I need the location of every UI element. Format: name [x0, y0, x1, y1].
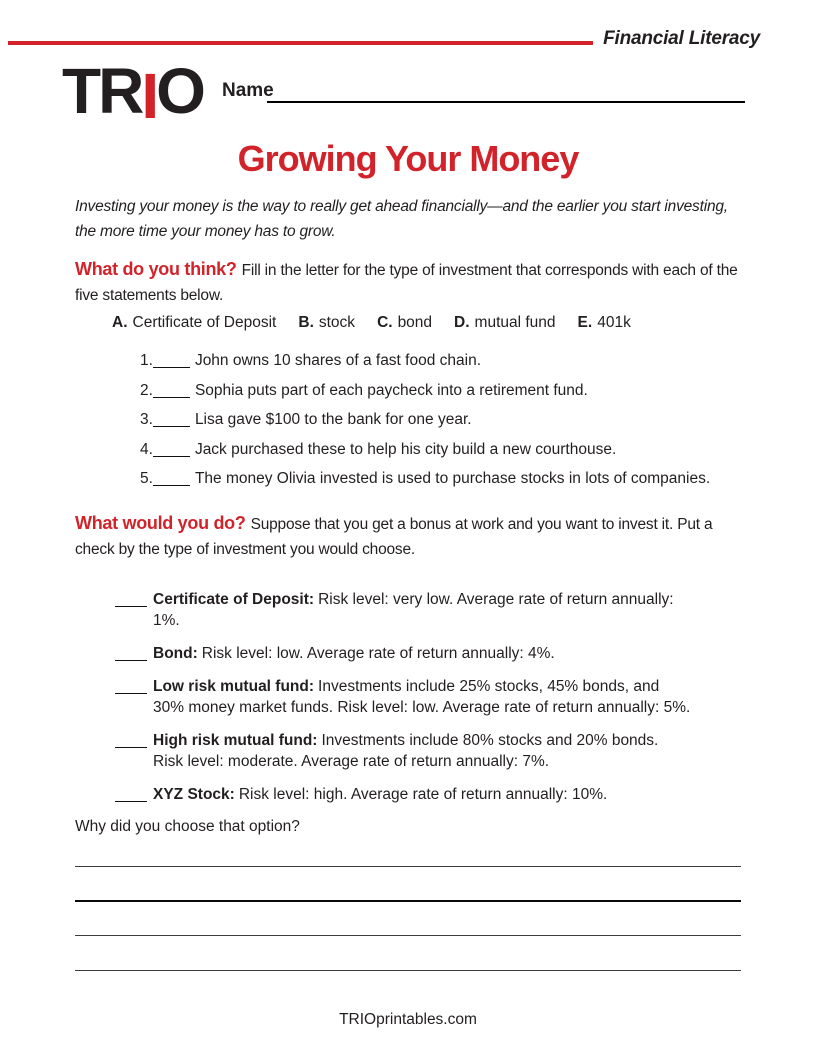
option-label: 401k [597, 314, 631, 331]
option-letter: E. [577, 314, 593, 331]
statement-number: 4. [140, 440, 153, 458]
choice-description: Investments include 25% stocks, 45% bonds, and [318, 678, 660, 695]
choice-description-cont: Risk level: moderate. Average rate of return annually: 7%. [153, 753, 550, 770]
choice-description: Risk level: low. Average rate of return annually: 4%. [201, 645, 555, 662]
check-blank [115, 734, 147, 748]
option-label: mutual fund [474, 314, 556, 331]
choice-row [118, 730, 698, 772]
choice-description: Risk level: high. Average rate of return annually: 10%. [238, 786, 608, 803]
logo-letters-right: O [156, 55, 203, 127]
statement-row [140, 381, 710, 400]
choice-list [118, 589, 698, 817]
footer-site-name: TRIOprintables.com [339, 1011, 477, 1028]
choice-row [118, 676, 698, 718]
option-letter: C. [377, 314, 393, 331]
logo-letters-left: TR [62, 55, 142, 127]
section1-heading: What do you think? [75, 259, 237, 279]
section-what-do-you-think [75, 257, 747, 308]
choice-row [118, 784, 698, 805]
name-write-line [267, 101, 745, 103]
choice-first-line [153, 676, 698, 697]
option-e [578, 314, 631, 332]
option-letter: D. [454, 314, 470, 331]
statement-number: 2. [140, 381, 153, 399]
option-letter: B. [298, 314, 314, 331]
statement-text: John owns 10 shares of a fast food chain. [194, 352, 482, 369]
choice-first-line [153, 643, 698, 664]
followup-question: Why did you choose that option? [75, 818, 300, 835]
answer-blank [153, 354, 190, 368]
choice-description: Risk level: very low. Average rate of return annually: 1%. [153, 591, 674, 629]
choice-first-line [153, 784, 698, 805]
section2-heading: What would you do? [75, 513, 246, 533]
answer-blank [153, 413, 190, 427]
category-label: Financial Literacy [603, 28, 760, 49]
option-label: Certificate of Deposit [132, 314, 277, 331]
check-blank [115, 593, 147, 607]
answer-key-options [112, 314, 631, 332]
statement-number: 1. [140, 352, 153, 369]
statement-row [140, 351, 710, 370]
statement-list [140, 351, 710, 499]
choice-first-line [153, 589, 698, 631]
section2-instructions: Suppose that you get a bonus at work and you want to invest it. Put a check by the type of investment you would choose. [75, 516, 713, 558]
choice-description: Investments include 80% stocks and 20% bonds. [321, 732, 659, 749]
choice-first-line [153, 730, 698, 751]
statement-text: Jack purchased these to help his city build a new courthouse. [194, 440, 617, 458]
option-letter: A. [112, 314, 128, 331]
choice-label: XYZ Stock: [153, 786, 235, 803]
choice-label: Low risk mutual fund: [153, 678, 315, 695]
answer-write-line [75, 900, 741, 902]
option-a [112, 314, 276, 332]
intro-text: Investing your money is the way to really get ahead financially—and the earlier you start investing, the more time your money has to grow. [75, 198, 728, 240]
option-d [454, 314, 556, 332]
statement-text: The money Olivia invested is used to purchase stocks in lots of companies. [194, 470, 711, 487]
choice-label: High risk mutual fund: [153, 732, 318, 749]
statement-text: Sophia puts part of each paycheck into a retirement fund. [194, 381, 588, 399]
statement-row [140, 440, 710, 459]
statement-row [140, 410, 710, 429]
statement-number: 5. [140, 470, 153, 487]
choice-row [118, 643, 698, 664]
choice-label: Certificate of Deposit: [153, 591, 315, 608]
check-blank [115, 788, 147, 802]
answer-blank [153, 384, 190, 398]
header-rule [8, 41, 593, 45]
section1-instructions: Fill in the letter for the type of investment that corresponds with each of the five statements below. [75, 262, 738, 304]
option-label: stock [318, 314, 356, 331]
answer-write-line [75, 935, 741, 936]
choice-row [118, 589, 698, 631]
statement-row [140, 469, 710, 488]
answer-blank [153, 443, 190, 457]
check-blank [115, 680, 147, 694]
choice-description-cont: 30% money market funds. Risk level: low. Average rate of return annually: 5%. [153, 699, 691, 716]
option-c [377, 314, 432, 332]
choice-label: Bond: [153, 645, 198, 662]
statement-number: 3. [140, 411, 153, 428]
answer-write-line [75, 866, 741, 867]
check-blank [115, 647, 147, 661]
section-what-would-you-do [75, 511, 747, 562]
option-label: bond [397, 314, 433, 331]
answer-write-line [75, 970, 741, 971]
trio-logo [62, 55, 203, 132]
answer-blank [153, 472, 190, 486]
logo-letter-accent: I [141, 60, 157, 132]
page-title: Growing Your Money [237, 138, 579, 179]
option-b [298, 314, 355, 332]
name-label: Name [222, 80, 274, 101]
statement-text: Lisa gave $100 to the bank for one year. [194, 411, 472, 428]
